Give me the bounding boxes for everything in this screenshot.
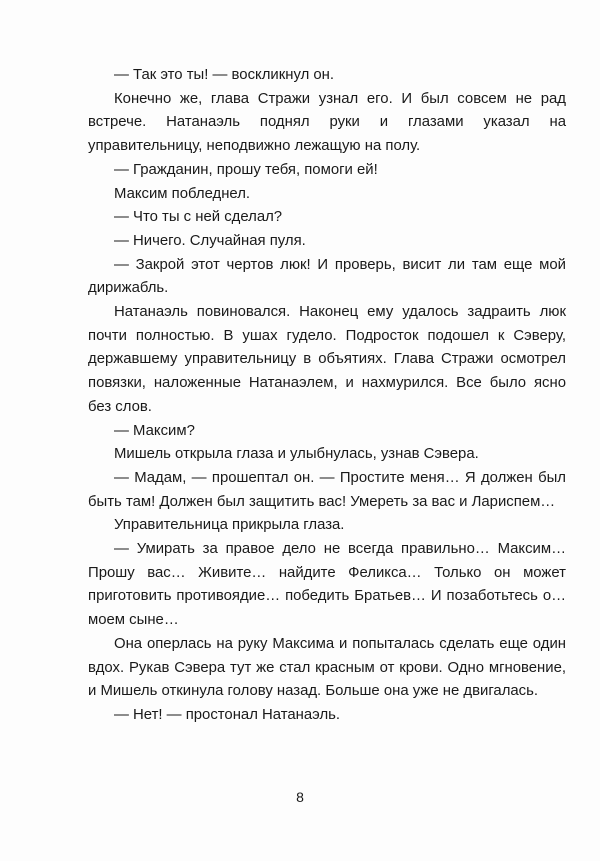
paragraph-10: Мишель открыла глаза и улыбнулась, узнав Сэвера. xyxy=(114,446,479,463)
paragraph-15: — Нет! — простонал Натанаэль. xyxy=(114,706,341,723)
page-number: 8 xyxy=(296,789,304,805)
paragraph-1: — Так это ты! — воскликнул он. xyxy=(114,67,335,83)
paragraph-6: — Ничего. Случайная пуля. xyxy=(114,232,306,249)
paragraph-7: — Закрой этот чертов люк! И проверь, висит ли там еще мой дирижабль. xyxy=(88,256,566,297)
paragraph-4: Максим побледнел. xyxy=(114,185,251,202)
paragraph-8: Натанаэль повиновался. Наконец ему удалось задраить люк почти полностью. В ушах гудело. Подросток подошел к Сэверу, державшему управительницу в объятиях. Глава Стражи осмотрел повязки, наложенные Натанаэлем, и нахмурился. Все было ясно без слов. xyxy=(88,304,566,415)
page-text xyxy=(88,64,566,728)
paragraph-14: Она оперлась на руку Максима и попыталась сделать еще один вдох. Рукав Сэвера тут же стал красным от крови. Одно мгновение, и Мишель откинула голову назад. Больше она уже не двигалась. xyxy=(88,635,566,700)
paragraph-13: — Умирать за правое дело не всегда правильно… Максим… Прошу вас… Живите… найдите Феликса… Только он может приготовить противоядие… победить Братьев… И позаботьтесь о… моем сыне… xyxy=(88,541,566,629)
paragraph-2: Конечно же, глава Стражи узнал его. И был совсем не рад встрече. Натанаэль поднял руки и глазами указал на управительницу, неподвижно лежащую на полу. xyxy=(88,90,566,155)
paragraph-3: — Гражданин, прошу тебя, помоги ей! xyxy=(114,161,378,178)
paragraph-11: — Мадам, — прошептал он. — Простите меня… Я должен был быть там! Должен был защитить вас! Умереть за вас и Лариспем… xyxy=(88,469,566,510)
paragraph-5: — Что ты с ней сделал? xyxy=(114,209,283,226)
paragraph-9: — Максим? xyxy=(114,422,195,439)
paragraph-12: Управительница прикрыла глаза. xyxy=(114,517,345,534)
